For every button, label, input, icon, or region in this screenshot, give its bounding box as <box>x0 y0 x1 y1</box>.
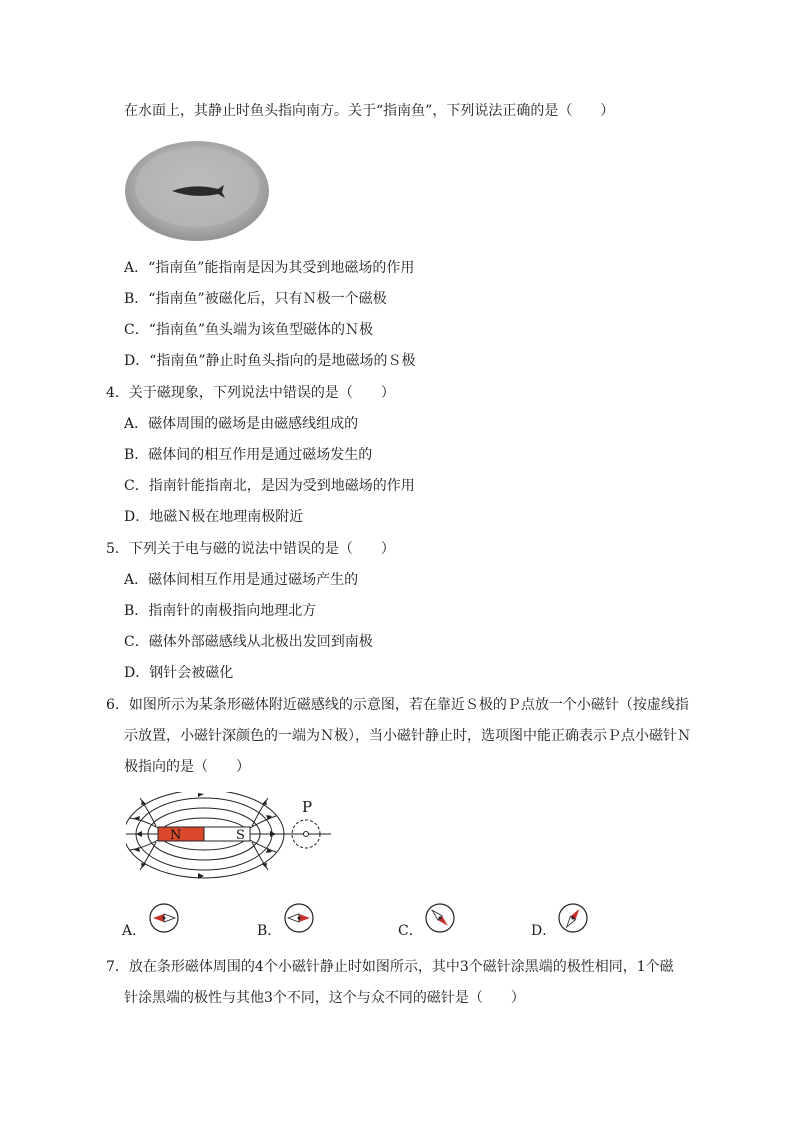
q6-stem-line-2: 示放置，小磁针深颜色的一端为Ｎ极），当小磁针静止时，选项图中能正确表示Ｐ点小磁针Ｎ <box>124 728 691 744</box>
point-p-label: P <box>302 798 313 816</box>
choice-c-label: C． <box>398 923 423 939</box>
bar-magnet-field-diagram <box>126 792 336 888</box>
choice-d-label: D． <box>531 923 557 939</box>
n-pole-label: N <box>170 828 182 843</box>
q5-option-b: B．指南针的南极指向地理北方 <box>124 603 317 619</box>
choice-a-label: A． <box>122 923 147 939</box>
q3-option-a: A．“指南鱼”能指南是因为其受到地磁场的作用 <box>124 260 415 276</box>
q5-option-d: D．钢针会被磁化 <box>124 665 234 681</box>
q3-option-c: C．“指南鱼”鱼头端为该鱼型磁体的Ｎ极 <box>124 322 374 338</box>
compass-needle-right-icon <box>283 902 315 934</box>
q3-intro: 在水面上，其静止时鱼头指向南方。关于“指南鱼”，下列说法正确的是（ ） <box>124 103 615 119</box>
q5-stem: 5．下列关于电与磁的说法中错误的是（ ） <box>106 541 395 557</box>
q4-option-d: D．地磁Ｎ极在地理南极附近 <box>124 509 304 525</box>
s-pole-label: S <box>236 828 245 843</box>
q4-option-a: A．磁体周围的磁场是由磁感线组成的 <box>124 416 359 432</box>
q7-stem-line-2: 针涂黑端的极性与其他3个不同，这个与众不同的磁针是（ ） <box>124 990 525 1006</box>
choice-b-label: B． <box>257 923 282 939</box>
compass-needle-left-icon <box>148 902 180 934</box>
south-pointing-fish-photo <box>124 137 270 245</box>
q5-option-c: C．磁体外部磁感线从北极出发回到南极 <box>124 634 373 650</box>
q6-stem-line-3: 极指向的是（ ） <box>124 759 250 775</box>
q4-option-c: C．指南针能指南北，是因为受到地磁场的作用 <box>124 478 415 494</box>
q7-stem-line-1: 7．放在条形磁体周围的4个小磁针静止时如图所示，其中3个磁针涂黑端的极性相同，1个磁 <box>106 959 674 975</box>
compass-needle-diagonal-up-icon <box>557 902 589 934</box>
q4-stem: 4．关于磁现象，下列说法中错误的是（ ） <box>106 385 395 401</box>
q4-option-b: B．磁体间的相互作用是通过磁场发生的 <box>124 447 373 463</box>
compass-needle-diagonal-down-icon <box>424 902 456 934</box>
q3-option-d: D．“指南鱼”静止时鱼头指向的是地磁场的Ｓ极 <box>124 353 416 369</box>
q5-option-a: A．磁体间相互作用是通过磁场产生的 <box>124 572 359 588</box>
q6-stem-line-1: 6．如图所示为某条形磁体附近磁感线的示意图，若在靠近Ｓ极的Ｐ点放一个小磁针（按虚线指 <box>106 697 689 713</box>
q3-option-b: B．“指南鱼”被磁化后，只有Ｎ极一个磁极 <box>124 291 387 307</box>
